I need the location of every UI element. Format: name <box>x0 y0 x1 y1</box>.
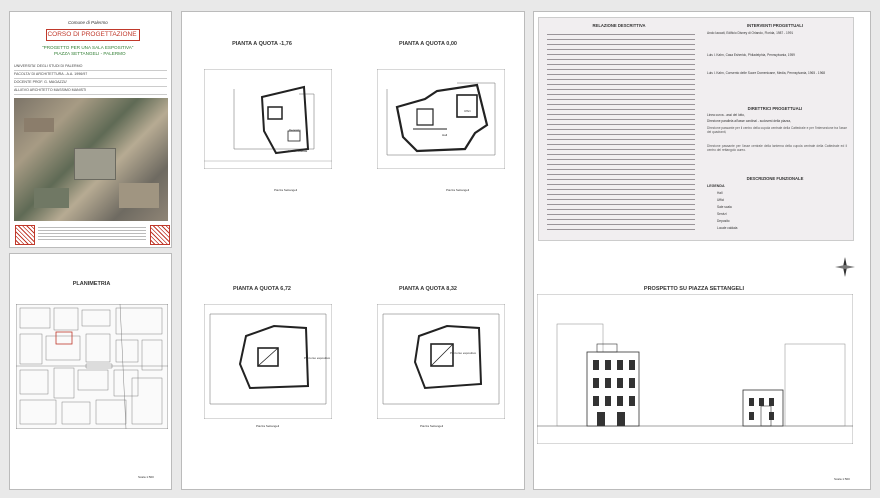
info-row: DOCENTE PROF. G. MAGAZZU' <box>14 79 167 87</box>
text-panel <box>538 17 854 241</box>
prospetto-sheet <box>533 11 871 490</box>
plan-3-title: PIANTA A QUOTA 6,72 <box>233 286 291 292</box>
percorso-espositivo-label: Percorso espositivo <box>450 351 477 355</box>
relazione-text <box>547 32 695 234</box>
direttrici-title: DIRETTRICI PROGETTUALI <box>747 106 803 111</box>
legend-item: Locale caldaia <box>717 226 738 230</box>
scale-label: Scala 1:500 <box>138 475 154 479</box>
plans-sheet <box>181 11 525 490</box>
aerial-photo <box>14 98 168 221</box>
direttrici-item: Linea curva - assi del lotto, <box>707 113 745 117</box>
comune-label: Comune di Palermo <box>68 20 108 25</box>
planimetria-sheet <box>9 253 172 490</box>
direttrici-item: Direzione passante per l'asse centrale della lanterna della cupola centrale della Cattedrale ed il centro del rettangolo aureo. <box>707 144 847 152</box>
planimetria-title: PLANIMETRIA <box>72 281 111 287</box>
interventi-item: Luis I. Kahn, Convento delle Suore Domenicane, Media, Pennsylvania, 1965 - 1968 <box>707 71 826 75</box>
legend-item: Uffici <box>717 198 725 202</box>
piazza-label: Piazza Settangeli <box>256 424 280 428</box>
scale-label: Scala 1:500 <box>834 477 850 481</box>
north-arrow-icon <box>834 256 856 278</box>
title-sheet <box>9 11 172 248</box>
info-row: ALLIEVO ARCHITETTO MASSIMO MANISTI <box>14 87 167 95</box>
interventi-item: Luis I. Kahn, Casa Esherick, Philadelphia, Pennsylvania, 1959 <box>707 53 795 57</box>
locale-caldaia-label: Locale caldaia <box>288 149 308 153</box>
direttrici-item: Direzione passante per il centro della cupola centrale della Cattedrale e per l'intersezione tra l'asse dei quadranti, <box>707 126 847 134</box>
percorso-espositivo-label: Percorso espositivo <box>304 356 331 360</box>
interventi-item: Ando Iaccati, Edificio Disney di Orlando, Florida, 1987 - 1991 <box>707 31 794 35</box>
legend-item: Deposito <box>717 219 730 223</box>
piazza-label: Piazza Settangeli <box>446 188 470 192</box>
logo <box>15 225 35 245</box>
plan-3-drawing <box>204 304 332 419</box>
plan-1-drawing <box>204 69 332 169</box>
plan-1-title: PIANTA A QUOTA -1,76 <box>232 41 292 47</box>
relazione-title: RELAZIONE DESCRITTIVA <box>592 23 646 28</box>
hall-label: Hall <box>442 133 448 137</box>
plan-2-drawing <box>377 69 505 169</box>
interventi-title: INTERVENTI PROGETTUALI <box>747 23 803 28</box>
logo <box>150 225 170 245</box>
info-row: UNIVERSITA' DEGLI STUDI DI PALERMO <box>14 63 167 71</box>
legend-item: Sale scala <box>717 205 732 209</box>
legenda-title: LEGENDA <box>707 184 725 188</box>
course-title: CORSO DI PROGETTAZIONE <box>47 31 137 38</box>
piazza-label: Piazza Settangeli <box>274 188 298 192</box>
direttrici-item: Direzione parallela all'asse cardinal - sudovest della piazza, <box>707 119 792 123</box>
studio-credits <box>38 225 146 245</box>
prospetto-drawing <box>537 294 853 444</box>
project-title-2: PIAZZA SETTANGELI - PALERMO <box>54 51 126 56</box>
prospetto-title: PROSPETTO SU PIAZZA SETTANGELI <box>643 286 745 292</box>
info-row: FACOLTA' DI ARCHITETTURA - A.A. 1996/97 <box>14 71 167 79</box>
descrizione-title: DESCRIZIONE FUNZIONALE <box>746 176 804 181</box>
legend-item: Hall <box>717 191 723 195</box>
legend-item: Servizi <box>717 212 727 216</box>
plan-2-title: PIANTA A QUOTA 0,00 <box>399 41 457 47</box>
deposito-label: Deposito <box>289 128 301 132</box>
planimetria-map <box>16 304 168 429</box>
plan-4-title: PIANTA A QUOTA 8,32 <box>399 286 457 292</box>
uffici-label: Uffici <box>464 109 471 113</box>
piazza-label: Piazza Settangeli <box>420 424 444 428</box>
project-title-1: "PROGETTO PER UNA SALA ESPOSITIVA" <box>42 45 134 50</box>
plan-4-drawing <box>377 304 505 419</box>
